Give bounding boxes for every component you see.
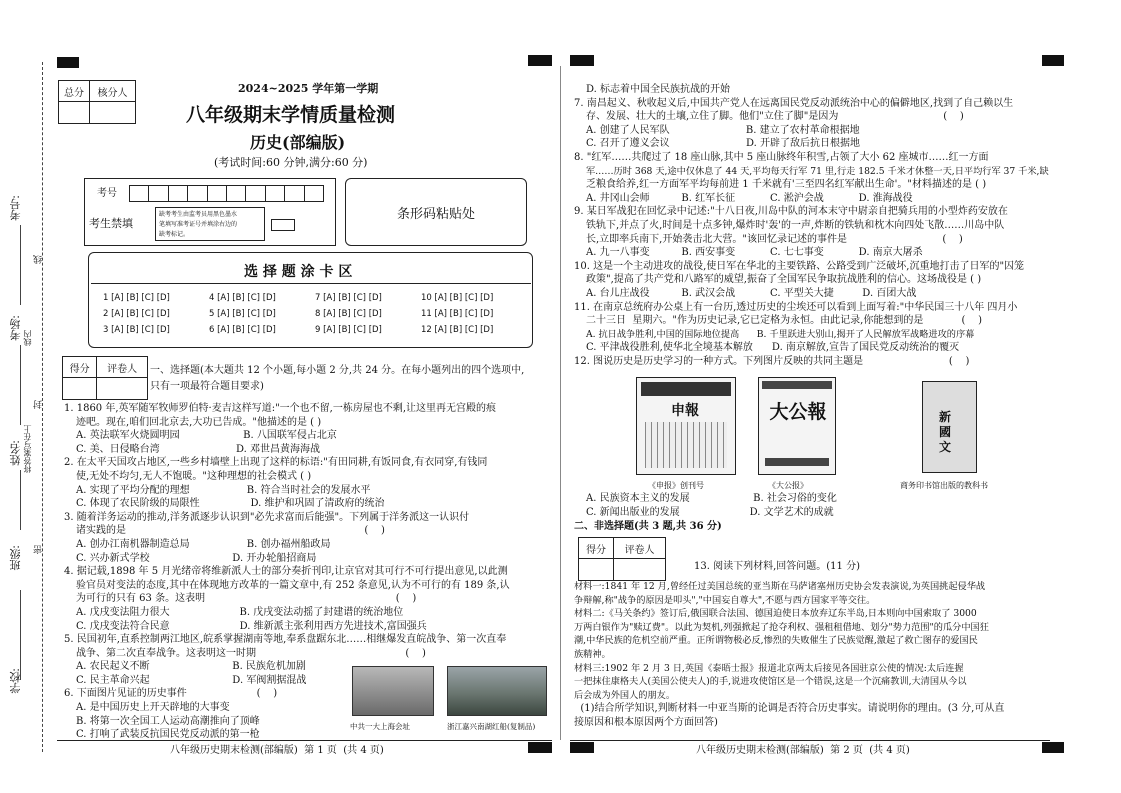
page-footer: 八年级历史期末检测(部编版) 第 2 页 (共 4 页) [696,745,910,756]
grader-name-label: 评卷人 [614,538,666,559]
option-line: C. 体现了农民阶级的局限性 D. 维护和巩固了清政府的统治 [76,498,385,510]
material-line: 后会成为外国人的朋友。 [574,689,676,701]
question-line: 4. 据记载,1898 年 5 月光绪帝将维新派人士的部分奏折刊印,让京官对其可行不可行提出意见,以此测 [64,566,508,578]
dagongbao-image [758,377,836,475]
question-line: 长,立即率兵南下,开始袭击北大营。"该回忆录记述的事件是 ( ) [586,233,963,245]
question-line: 二十三日 星期六。"作为历史记录,它已定格为永恒。由此记录,你能想到的是 ( ) [586,315,982,327]
image-caption: 《大公报》 [768,481,808,490]
subject-title: 历史(部编版) [250,133,346,152]
option-line: A. 创办江南机器制造总局 B. 创办福州船政局 [76,538,331,550]
warn-label: 考生禁填 [89,217,133,230]
exam-title: 八年级期末学情质量检测 [186,104,396,126]
material-line: 材料二:《马关条约》签订后,俄国联合法国、德国迫使日本放弃辽东半岛,日本则向中国索取了 3000 [574,608,977,620]
option-line: A. 农民起义不断 B. 民族危机加剧 [76,661,306,673]
question-line: 诸实践的是 ( ) [76,525,385,537]
question-line: 政策",提高了共产党和八路军的威望,振奋了全国军民争取抗战胜利的信心。这场战役是 ( ) [586,274,982,286]
option-line: A. 九一八事变 B. 西安事变 C. 七七事变 D. 南京大屠杀 [586,247,923,259]
material-line: 一把抹住康格夫人(美国公使夫人)的手,说进攻使馆区是一个错误,这是一个沉痛教训,大清国从今以 [574,676,967,688]
exam-no-box [84,178,336,246]
room-label: 考场: [9,315,22,341]
dagongbao-title: 大公報 [769,401,827,423]
warn-notice: 缺考考生由监考员用黑色墨水 笔填写准考证号并填涂右边的 缺考标记。 [155,207,265,241]
seal-hint: 将答案写在上 [23,425,32,473]
option-line: A. 井冈山会师 B. 红军长征 C. 淞沪会战 D. 淮海战役 [586,192,913,204]
question-line: 3. 随着洋务运动的推动,洋务派逐步认识到"必先求富而后能强"。下列属于洋务派这一认识付 [64,511,470,523]
option-line: A. 创建了人民军队 B. 建立了农村革命根据地 [586,124,860,136]
absent-mark-box[interactable] [271,219,295,231]
option-line: D. 标志着中国全民族抗战的开始 [586,84,731,95]
answer-card-title: 选 择 题 涂 卡 区 [244,264,353,280]
photo-caption: 浙江嘉兴南湖红船(复制品) [447,722,536,731]
question-line: 2. 在太平天国攻占地区,一些乡村墙壁上出现了这样的标语:"有田同耕,有饭同食,有衣同穿,有钱同 [64,457,488,469]
barcode-label: 条形码粘贴处 [396,206,475,222]
material-line: 潮,中华民族的危机空前严重。正所谓物极必反,惨烈的失败催生了民族觉醒,激起了救亡图存的爱国民 [574,635,978,647]
section2-heading: 二、非选择题(共 3 题,共 36 分) [574,521,722,532]
question-line: 为可行的只有 63 条。这表明 ( ) [76,593,417,605]
checker-cell [90,102,136,124]
shanghai-site-photo [352,666,434,716]
right-questions-b [586,492,837,519]
material-line: 万两白银作为"赎辽费"。以此为契机,列强掀起了抢夺利权、强租租借地、划分"势力范围"的瓜分中国狂 [574,621,989,633]
page-footer: 八年级历史期末检测(部编版) 第 1 页 (共 4 页) [170,745,384,756]
material-line: 材料三:1902 年 2 月 3 日,英国《泰晤士报》报道北京两太后接见各国驻京公使的情况:太后连握 [574,662,964,674]
barcode-area [345,178,527,246]
total-score-label: 总分 [59,81,90,102]
question-line: 12. 图说历史是历史学习的一种方式。下列图片反映的共同主题是 ( ) [574,355,970,367]
option-line: A. 抗日战争胜利,中国的国际地位提高 B. 千里跃进大别山,揭开了人民解放军战略进攻的序幕 [586,328,975,340]
question-line: 6. 下面图片见证的历史事件 ( ) [64,688,278,700]
materials [574,580,1074,730]
grader-name-label: 评卷人 [97,357,148,378]
question-line: 迹吧。现在,咱们回北京去,大功已告成。"他描述的是 ( ) [76,416,322,428]
section1-note: 只有一项最符合题目要求) [150,381,264,392]
right-questions-a [574,83,1074,368]
textbook-image [922,381,977,473]
grader-score-label: 得分 [63,357,97,378]
option-line: C. 民主革命兴起 D. 军阀割据混战 [76,674,307,686]
seal-hint: 线内 [23,330,32,346]
seal-hint: 封 [34,400,44,409]
question-line: 存、发展、壮大的土壤,立住了脚。他们"立住了脚"是因为 ( ) [586,111,964,123]
question-line: 10. 这是一个主动进攻的战役,使日军在华北的主要铁路、公路受到广泛破坏,沉重地打击了日军的"囚笼 [574,260,1025,272]
question-line: 军……历时 368 天,途中仅休息了 44 天,平均每天行军 71 里,行走 182.5 千米才休整一天,日平均行军 37 千米,缺 [586,165,1049,177]
class-label: 班级: [9,545,22,571]
checker-label: 核分人 [90,81,136,102]
grader-score-label: 得分 [579,538,614,559]
question-line: 使,无处不均匀,无人不饱暖。"这种理想的社会模式 ( ) [76,470,312,482]
option-line: A. 民族资本主义的发展 B. 社会习俗的变化 [586,493,837,504]
material-line: 争辩解,称"战争的原因是叩头","中国妄自尊大",不愿与西方国家平等交往。 [574,594,876,606]
option-line: C. 打响了武装反抗国民党反动派的第一枪 [76,729,260,741]
question-line: 11. 在南京总统府办公桌上有一台历,透过历史的尘埃还可以看到上面写着:"中华民国三十八年 四月小 [574,301,1018,313]
option-line: C. 平津战役胜利,使华北全境基本解放 D. 南京解放,宣告了国民党反动统治的覆灭 [586,342,960,354]
answer-card [88,252,533,348]
image-caption: 《申报》创刊号 [648,481,704,490]
question-line: 1. 1860 年,英军随军牧师罗伯特·麦吉这样写道:"一个也不留,一栋房屋也不剩,让这里再无宫殿的痕 [64,403,497,414]
textbook-title: 新國文 [939,410,952,454]
question-line: 战争、第二次直奉战争。这表明这一时期 ( ) [76,647,426,659]
score-table [58,80,136,124]
material-line: 族精神。 [574,648,611,660]
name-label: 姓名: [9,440,22,466]
photo-caption: 中共一大上海会址 [350,722,410,731]
exam-no-input[interactable] [129,185,324,202]
exam-no-label: 考号 [97,188,117,199]
q13-heading: 13. 阅读下列材料,回答问题。(11 分) [694,561,860,572]
question-line: 7. 南昌起义、秋收起义后,中国共产党人在远离国民党反动派统治中心的偏僻地区,找到了自己赖以生 [574,97,1014,109]
shenbao-image [636,377,736,475]
question-line: 8. "红军……共爬过了 18 座山脉,其中 5 座山脉终年积雪,占领了大小 62 座城市……红一方面 [574,151,989,163]
red-boat-photo [447,666,547,716]
option-line: C. 戊戌变法符合民意 D. 维新派主张利用西方先进技术,富国强兵 [76,620,427,632]
seal-hint: 线 [34,255,44,264]
option-line: A. 戊戌变法阻力很大 B. 戊戌变法动摇了封建谱的统治地位 [76,606,404,618]
option-line: B. 将第一次全国工人运动高潮推向了顶峰 [76,715,260,727]
bubble-grid[interactable]: 1 [A] [B] [C] [D] 4 [A] [B] [C] [D] 7 [A] [B] [C] [D] 10 [A] [B] [C] [D] 2 [A] [B] [C] [D] 5 [A] [B] [C] [D] 8 [A] [B] [C] [D] 11 [A] [B] [C] [D] 3 [A] [B] [C] [D] 6 [A] [B] [C] [D] 9 [A] [B] [C] [D] 12 [A] [B] [C] [D] [103,293,494,335]
material-line: 材料一:1841 年 12 月,曾经任过美国总统的亚当斯在马萨诸塞州历史协会发表演说,为英国挑起侵华战 [574,581,986,592]
option-line: C. 兴办新式学校 D. 开办轮船招商局 [76,552,317,564]
shenbao-title: 申報 [671,403,699,419]
grader-table-2 [578,537,666,581]
question-line: 5. 民国初年,直系控制两江地区,皖系掌握湖南等地,奉系盘踞东北……相继爆发直皖战争、第一次直奉 [64,634,507,646]
option-line: A. 台儿庄战役 B. 武汉会战 C. 平型关大捷 D. 百团大战 [586,287,917,299]
option-line: A. 实现了平均分配的理想 B. 符合当时社会的发展水平 [76,484,371,496]
question-line: 乏粮食给养,红一方面军平均每前进 1 千米就有'三至四名红军献出生命'。"材料描述的是 ( ) [586,179,987,191]
question-line: 验官员对变法的态度,其中在体现地方改革的一篇文章中,有 252 条意见,认为不可行的有 189 条,认 [76,579,510,591]
option-line: A. 英法联军火烧圆明园 B. 八国联军侵占北京 [76,430,337,442]
school-year: 2024~2025 学年第一学期 [238,82,379,95]
question-line: 9. 某日军战犯在回忆录中记述:"十八日夜,川岛中队的河本末守中尉亲自把骑兵用的小型炸药安放在 [574,206,1008,218]
option-line: A. 是中国历史上开天辟地的大事变 [76,702,230,714]
option-line: C. 召开了遵义会议 D. 开辟了敌后抗日根据地 [586,138,860,150]
image-caption: 商务印书馆出版的教科书 [900,481,988,490]
sub-question: (1)结合所学知识,判断材料一中亚当斯的论调是否符合历史事实。请说明你的理由。(3 分,可从直 [574,703,1005,715]
section1-heading: 一、选择题(本大题共 12 个小题,每小题 2 分,共 24 分。在每小题列出的四个选项中, [150,365,525,376]
seal-hint: 密 [34,545,44,554]
school-label: 学校: [9,668,22,694]
sub-question: 接原因和根本原因两个方面回答) [574,716,718,728]
examno-label: 考号: [9,195,22,221]
question-line: 铁轨下,并点了火,时间是十点多钟,爆炸时'轰'的一声,炸断的铁轨和枕木向四处飞散……川岛中队 [586,219,1005,231]
option-line: C. 美、日侵略台湾 D. 邓世昌黄海海战 [76,443,320,455]
option-line: C. 新闻出版业的发展 D. 文学艺术的成就 [586,506,834,518]
grader-table [62,356,148,400]
total-score-cell [59,102,90,124]
exam-info: (考试时间:60 分钟,满分:60 分) [214,156,368,169]
